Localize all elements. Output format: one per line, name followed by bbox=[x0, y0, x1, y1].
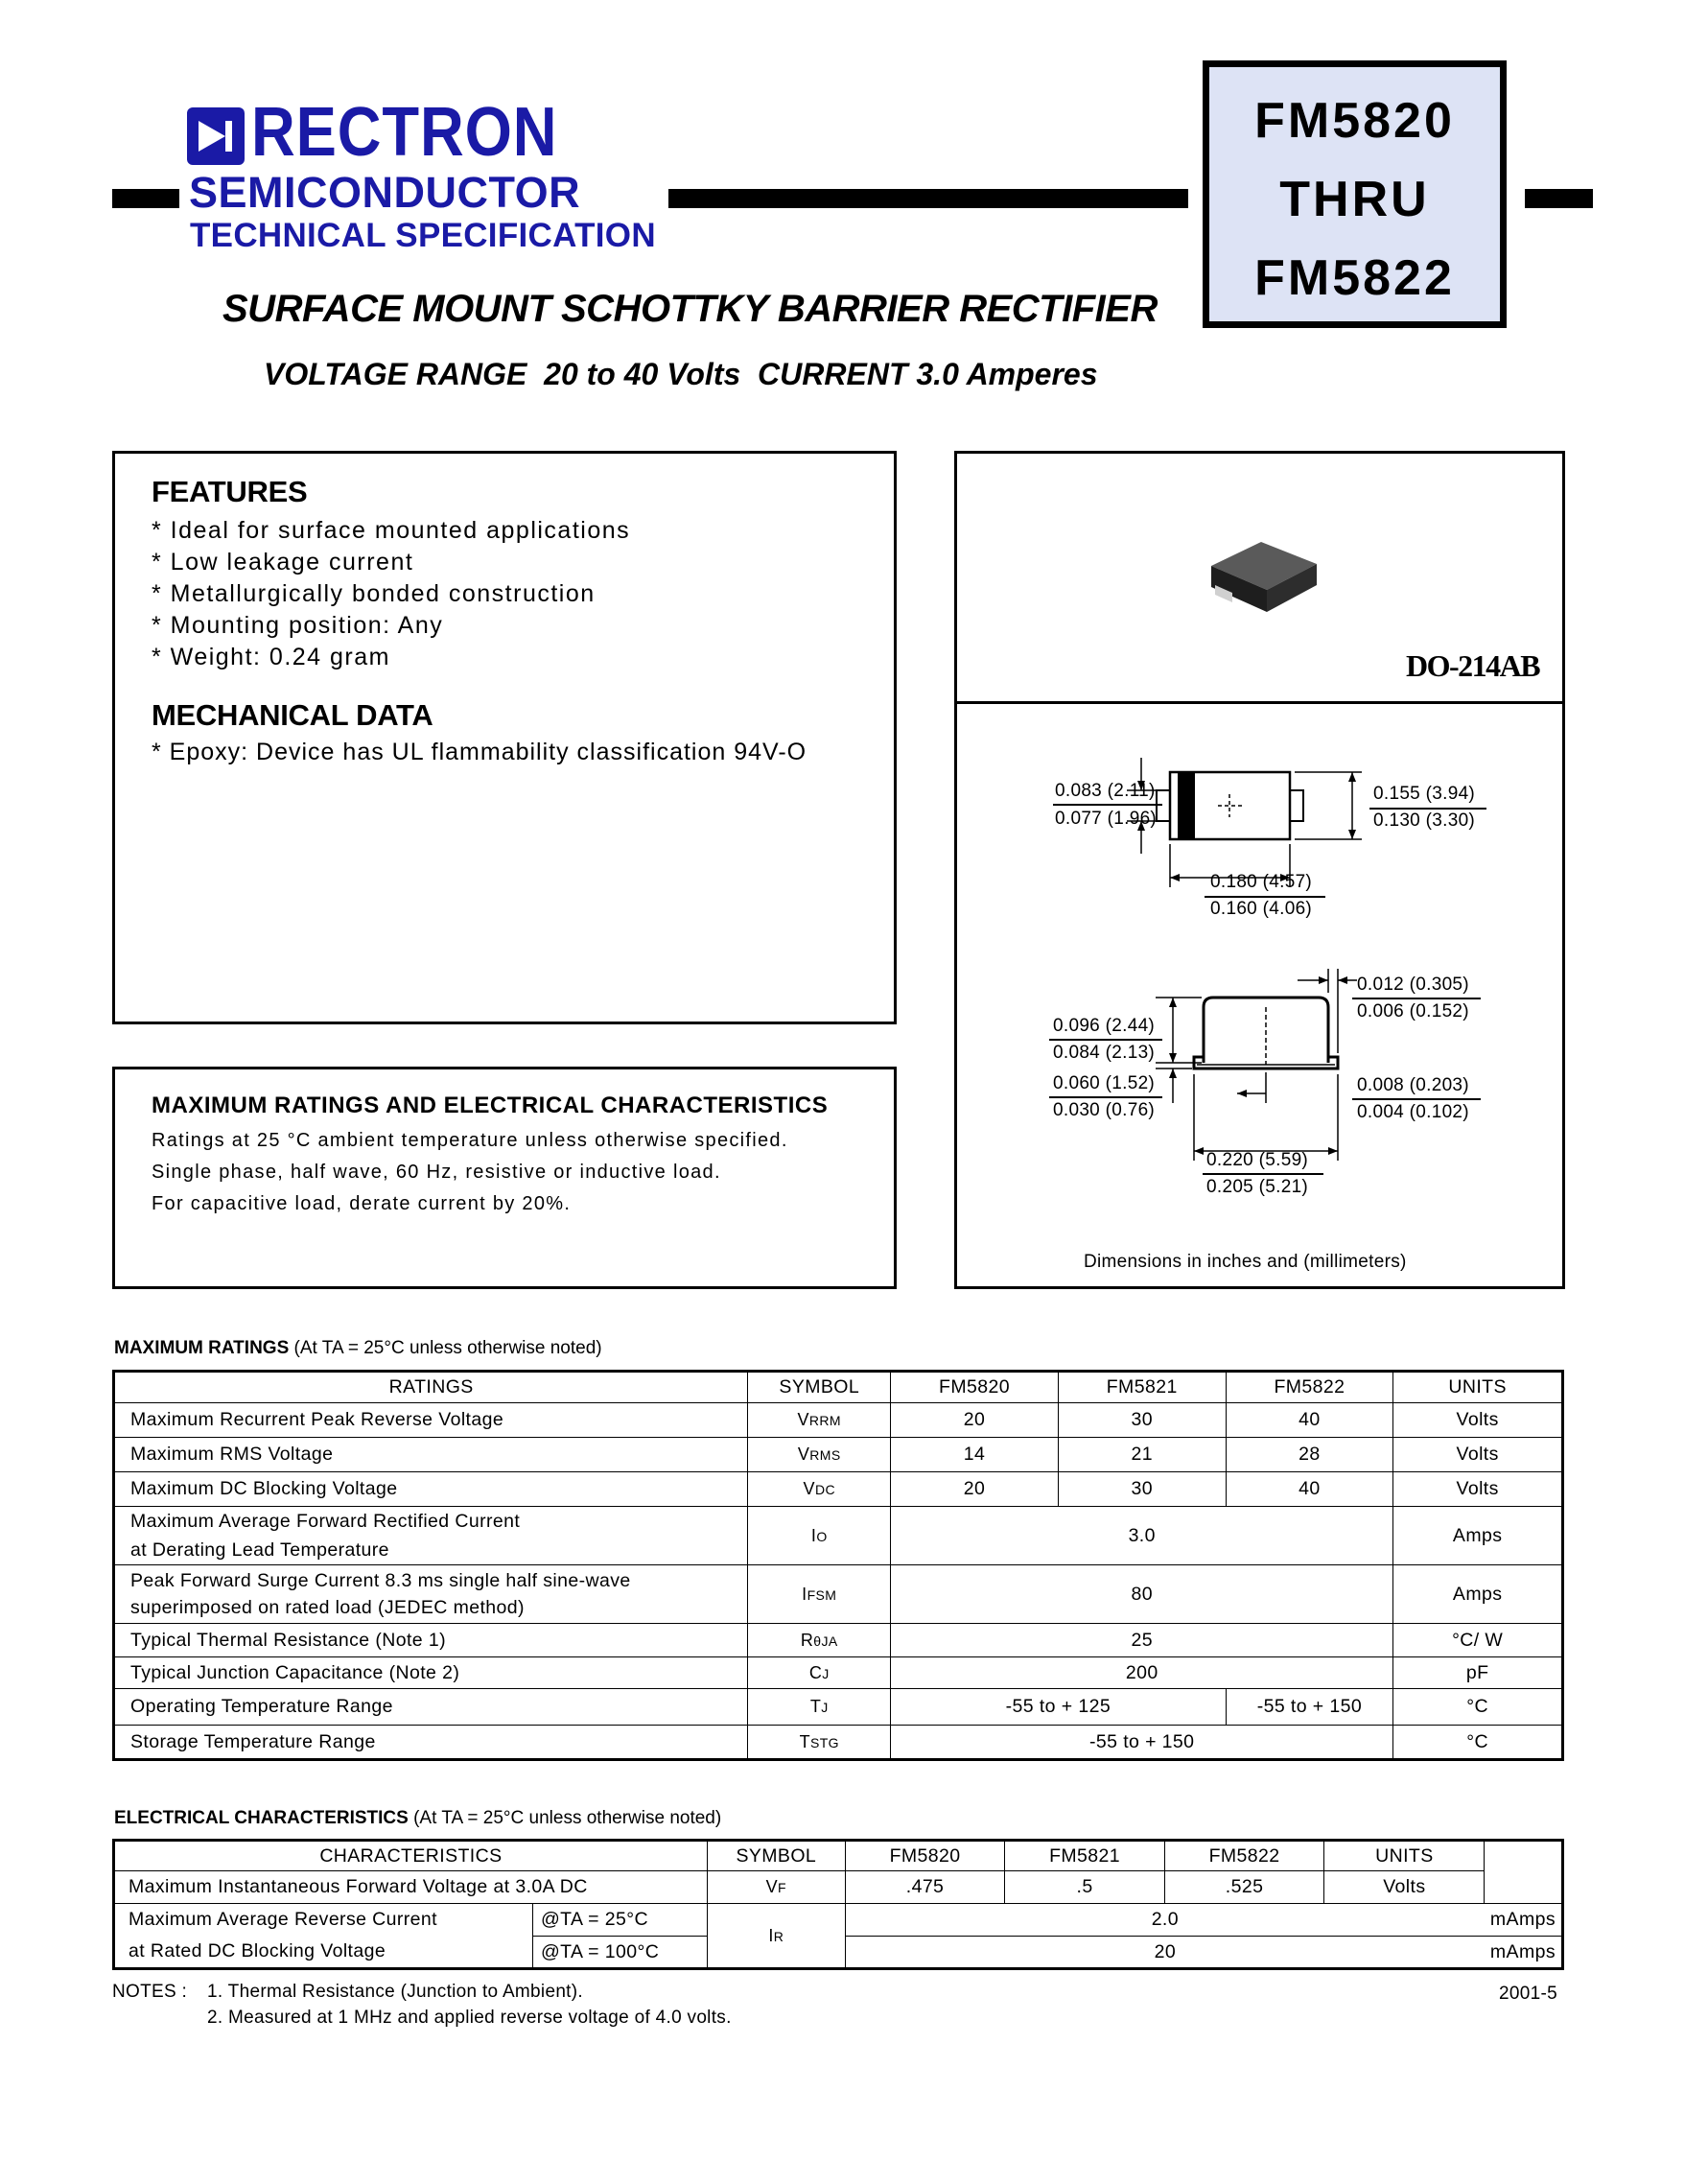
dim-divider bbox=[1352, 1098, 1481, 1100]
row-value: 14 bbox=[891, 1438, 1059, 1472]
row-value: .5 bbox=[1005, 1871, 1165, 1904]
table-row bbox=[114, 1726, 1563, 1760]
row-value: 80 bbox=[891, 1565, 1393, 1624]
dim-label: 0.060 (1.52) bbox=[1053, 1073, 1156, 1093]
row-value: .475 bbox=[845, 1871, 1005, 1904]
row-value: 20 bbox=[891, 1472, 1059, 1507]
row-value: 30 bbox=[1058, 1403, 1226, 1438]
dim-label: 0.077 (1.96) bbox=[1055, 809, 1158, 829]
brand-name: RECTRON bbox=[251, 94, 558, 171]
dim-label: 0.155 (3.94) bbox=[1373, 784, 1476, 804]
list-item: * Ideal for surface mounted applications bbox=[152, 517, 631, 544]
dim-label: 0.084 (2.13) bbox=[1053, 1043, 1156, 1063]
row-value: 25 bbox=[891, 1624, 1393, 1657]
features-heading: FEATURES bbox=[152, 475, 308, 508]
max-ratings-table bbox=[112, 1370, 1564, 1761]
header-cell: FM5821 bbox=[1005, 1841, 1165, 1871]
part-to: FM5822 bbox=[1254, 250, 1455, 306]
doc-type: TECHNICAL SPECIFICATION bbox=[190, 217, 656, 254]
dimensions-note: Dimensions in inches and (millimeters) bbox=[1084, 1252, 1407, 1272]
row-value: 28 bbox=[1226, 1438, 1393, 1472]
table-row bbox=[114, 1507, 1563, 1565]
header-cell: UNITS bbox=[1324, 1841, 1485, 1871]
row-unit: Amps bbox=[1393, 1565, 1563, 1624]
dim-label: 0.083 (2.11) bbox=[1055, 781, 1156, 801]
max-ratings-caption bbox=[114, 1338, 602, 1359]
list-item: * Metallurgically bonded construction bbox=[152, 580, 596, 607]
ratings-info-line: Ratings at 25 °C ambient temperature unless otherwise specified. bbox=[152, 1130, 788, 1151]
dim-label: 0.130 (3.30) bbox=[1373, 810, 1476, 831]
row-unit: Volts bbox=[1393, 1438, 1563, 1472]
notes-label: NOTES : bbox=[112, 1982, 188, 2002]
elec-caption bbox=[114, 1808, 721, 1829]
row-value: 30 bbox=[1058, 1472, 1226, 1507]
dim-divider bbox=[1203, 1173, 1323, 1175]
document-subtitle: VOLTAGE RANGE 20 to 40 Volts CURRENT 3.0 Amperes bbox=[264, 357, 1098, 391]
header-cell: FM5822 bbox=[1164, 1841, 1324, 1871]
dim-divider bbox=[1369, 808, 1486, 810]
row-unit: °C bbox=[1393, 1726, 1563, 1760]
dim-label: 0.006 (0.152) bbox=[1357, 1001, 1469, 1022]
header-cell: CHARACTERISTICS bbox=[114, 1841, 708, 1871]
note-1: 1. Thermal Resistance (Junction to Ambient). bbox=[207, 1982, 583, 2002]
row-unit: °C bbox=[1393, 1689, 1563, 1726]
caption-bold: ELECTRICAL CHARACTERISTICS bbox=[114, 1808, 409, 1828]
row-symbol: CJ bbox=[748, 1657, 891, 1689]
dim-label: 0.096 (2.44) bbox=[1053, 1016, 1156, 1036]
row-symbol: IO bbox=[748, 1507, 891, 1565]
row-condition: @TA = 100°C bbox=[532, 1937, 707, 1969]
header-rule-right bbox=[1525, 189, 1593, 208]
row-unit: Volts bbox=[1393, 1472, 1563, 1507]
table-row bbox=[114, 1472, 1563, 1507]
row-label: Maximum RMS Voltage bbox=[114, 1438, 748, 1472]
header-cell: FM5820 bbox=[891, 1372, 1059, 1403]
row-condition: @TA = 25°C bbox=[532, 1904, 707, 1937]
mechanical-list bbox=[152, 737, 807, 768]
row-value: 3.0 bbox=[891, 1507, 1393, 1565]
row-label: at Rated DC Blocking Voltage bbox=[114, 1937, 533, 1969]
row-value: 20 bbox=[891, 1403, 1059, 1438]
row-value: 21 bbox=[1058, 1438, 1226, 1472]
dim-label: 0.220 (5.59) bbox=[1206, 1150, 1309, 1170]
dim-divider bbox=[1053, 804, 1162, 806]
table-header-row bbox=[114, 1372, 1563, 1403]
features-box bbox=[112, 451, 897, 1024]
header-cell: FM5821 bbox=[1058, 1372, 1226, 1403]
row-value: 20 bbox=[845, 1937, 1485, 1969]
dim-divider bbox=[1049, 1039, 1162, 1041]
dim-label: 0.160 (4.06) bbox=[1210, 899, 1313, 919]
list-item: * Mounting position: Any bbox=[152, 612, 444, 639]
row-unit: Volts bbox=[1393, 1403, 1563, 1438]
table-row bbox=[114, 1438, 1563, 1472]
header-cell: RATINGS bbox=[114, 1372, 748, 1403]
table-row bbox=[114, 1657, 1563, 1689]
ratings-info-line: For capacitive load, derate current by 20%. bbox=[152, 1193, 572, 1214]
ratings-info-line: Single phase, half wave, 60 Hz, resistive or inductive load. bbox=[152, 1162, 721, 1183]
table-header-row bbox=[114, 1841, 1563, 1871]
list-item: * Epoxy: Device has UL flammability classification 94V-O bbox=[152, 739, 807, 765]
header-cell: UNITS bbox=[1393, 1372, 1563, 1403]
table-row bbox=[114, 1871, 1563, 1904]
elec-table bbox=[112, 1839, 1564, 1970]
row-value: -55 to + 125 bbox=[891, 1689, 1226, 1726]
row-unit: pF bbox=[1393, 1657, 1563, 1689]
row-label: Typical Thermal Resistance (Note 1) bbox=[114, 1624, 748, 1657]
mechanical-heading: MECHANICAL DATA bbox=[152, 698, 433, 732]
row-value: -55 to + 150 bbox=[1226, 1689, 1393, 1726]
row-label: Maximum Average Reverse Current bbox=[114, 1904, 533, 1937]
dim-divider bbox=[1352, 998, 1481, 999]
row-label: Storage Temperature Range bbox=[114, 1726, 748, 1760]
ratings-info-heading: MAXIMUM RATINGS AND ELECTRICAL CHARACTERISTICS bbox=[152, 1092, 829, 1118]
dim-divider bbox=[1049, 1096, 1162, 1098]
header-rule-mid bbox=[668, 189, 1188, 208]
revision-date: 2001-5 bbox=[1499, 1984, 1557, 2004]
header-cell: FM5820 bbox=[845, 1841, 1005, 1871]
row-unit: Volts bbox=[1324, 1871, 1485, 1904]
dim-label: 0.205 (5.21) bbox=[1206, 1177, 1309, 1197]
row-symbol: VRRM bbox=[748, 1403, 891, 1438]
row-unit: mAmps bbox=[1485, 1904, 1563, 1937]
ratings-info-box bbox=[112, 1067, 897, 1289]
row-label: Peak Forward Surge Current 8.3 ms single half sine-wave superimposed on rated load (JEDEC method) bbox=[114, 1565, 748, 1624]
part-thru: THRU bbox=[1279, 172, 1430, 227]
table-row bbox=[114, 1565, 1563, 1624]
caption-bold: MAXIMUM RATINGS bbox=[114, 1338, 290, 1358]
row-label: Maximum Average Forward Rectified Current at Derating Lead Temperature bbox=[114, 1507, 748, 1565]
row-value: .525 bbox=[1164, 1871, 1324, 1904]
row-symbol: VF bbox=[707, 1871, 845, 1904]
dim-label: 0.004 (0.102) bbox=[1357, 1102, 1469, 1122]
part-number-box bbox=[1203, 60, 1507, 328]
header-cell: FM5822 bbox=[1226, 1372, 1393, 1403]
row-symbol: TJ bbox=[748, 1689, 891, 1726]
dim-label: 0.030 (0.76) bbox=[1053, 1100, 1156, 1120]
package-photo bbox=[1204, 537, 1323, 623]
caption-rest: (At TA = 25°C unless otherwise noted) bbox=[408, 1808, 722, 1828]
dim-divider bbox=[1205, 896, 1325, 898]
part-from: FM5820 bbox=[1254, 93, 1455, 149]
header-cell: SYMBOL bbox=[707, 1841, 845, 1871]
header-rule-left bbox=[112, 189, 179, 208]
table-row bbox=[114, 1904, 1563, 1937]
row-label: Operating Temperature Range bbox=[114, 1689, 748, 1726]
row-symbol: IR bbox=[707, 1904, 845, 1969]
header-cell: SYMBOL bbox=[748, 1372, 891, 1403]
row-value: 40 bbox=[1226, 1472, 1393, 1507]
row-label: Maximum Recurrent Peak Reverse Voltage bbox=[114, 1403, 748, 1438]
list-item: * Low leakage current bbox=[152, 549, 414, 575]
dim-label: 0.008 (0.203) bbox=[1357, 1075, 1469, 1095]
row-value: 40 bbox=[1226, 1403, 1393, 1438]
row-symbol: TSTG bbox=[748, 1726, 891, 1760]
table-row bbox=[114, 1624, 1563, 1657]
package-name: DO-214AB bbox=[1406, 648, 1540, 683]
row-label: Typical Junction Capacitance (Note 2) bbox=[114, 1657, 748, 1689]
table-row bbox=[114, 1403, 1563, 1438]
ratings-info-text bbox=[152, 1125, 788, 1220]
row-symbol: IFSM bbox=[748, 1565, 891, 1624]
row-symbol: VRMS bbox=[748, 1438, 891, 1472]
row-label: Maximum Instantaneous Forward Voltage at 3.0A DC bbox=[114, 1871, 708, 1904]
row-value: 200 bbox=[891, 1657, 1393, 1689]
row-label: Maximum DC Blocking Voltage bbox=[114, 1472, 748, 1507]
rectron-logo-icon bbox=[187, 107, 245, 165]
list-item: * Weight: 0.24 gram bbox=[152, 644, 390, 670]
row-symbol: VDC bbox=[748, 1472, 891, 1507]
document-title: SURFACE MOUNT SCHOTTKY BARRIER RECTIFIER bbox=[222, 288, 1158, 330]
row-value: 2.0 bbox=[845, 1904, 1485, 1937]
table-row bbox=[114, 1689, 1563, 1726]
division-name: SEMICONDUCTOR bbox=[189, 168, 581, 217]
row-symbol: RθJA bbox=[748, 1624, 891, 1657]
dim-label: 0.012 (0.305) bbox=[1357, 975, 1469, 995]
features-list bbox=[152, 515, 630, 673]
note-2: 2. Measured at 1 MHz and applied reverse voltage of 4.0 volts. bbox=[207, 2008, 732, 2028]
row-value: -55 to + 150 bbox=[891, 1726, 1393, 1760]
caption-rest: (At TA = 25°C unless otherwise noted) bbox=[289, 1338, 602, 1358]
row-unit: Amps bbox=[1393, 1507, 1563, 1565]
row-unit: °C/ W bbox=[1393, 1624, 1563, 1657]
row-unit: mAmps bbox=[1485, 1937, 1563, 1969]
dim-label: 0.180 (4.57) bbox=[1210, 872, 1313, 892]
